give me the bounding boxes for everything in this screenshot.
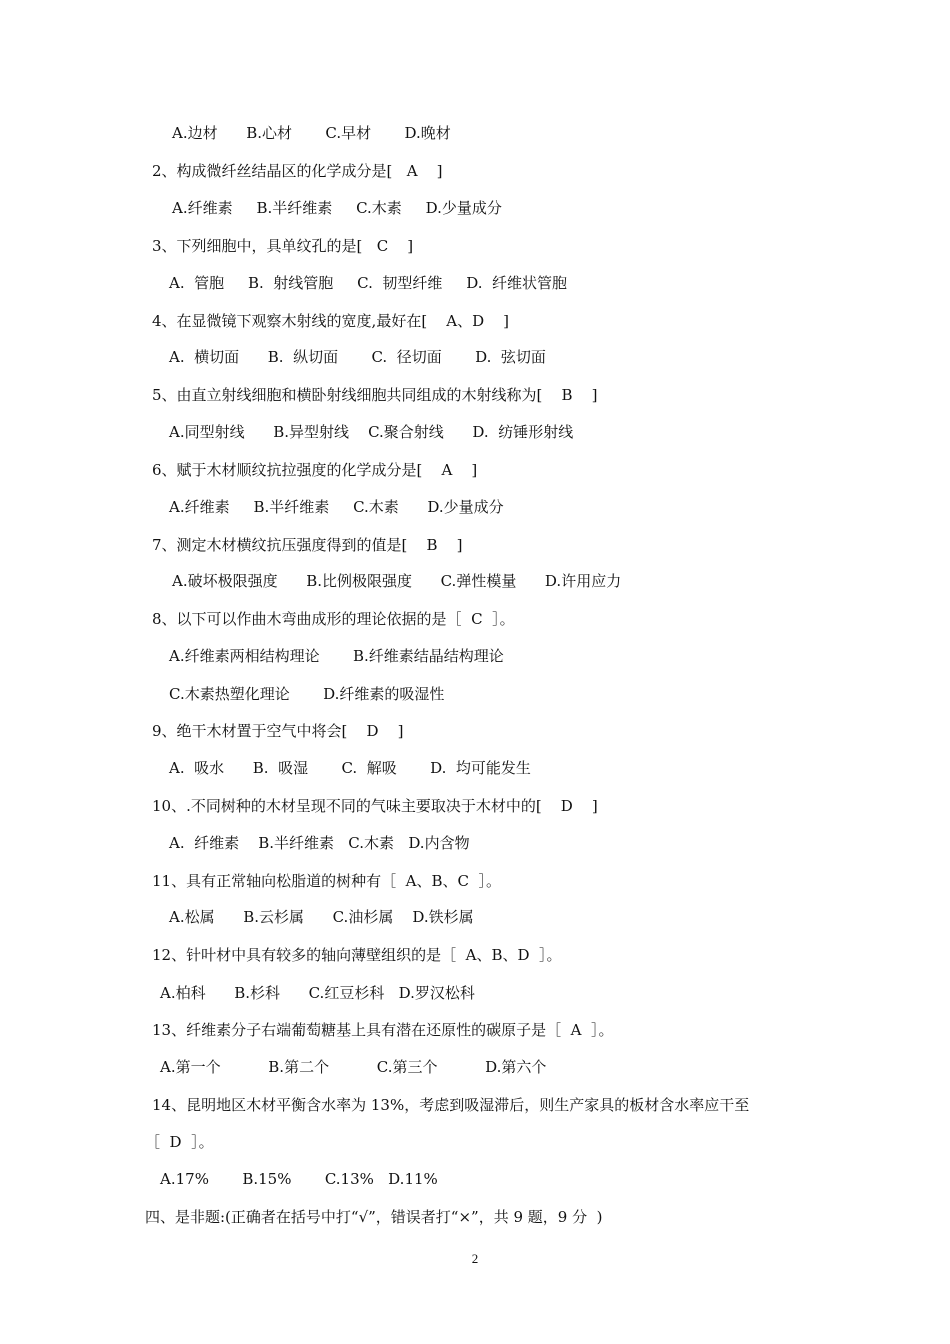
q12-question: 12、针叶材中具有较多的轴向薄壁组织的是［ A、B、D ］。 (152, 946, 562, 964)
section-four-heading: 四、是非题:(正确者在括号中打“√”，错误者打“×”，共 9 题，9 分 ) (145, 1208, 603, 1226)
q3-options: A. 管胞 B. 射线管胞 C. 韧型纤维 D. 纤维状管胞 (169, 274, 568, 292)
q4-question: 4、在显微镜下观察木射线的宽度,最好在[ A、D ] (152, 312, 510, 330)
q1-options: A.边材 B.心材 C.早材 D.晚材 (172, 124, 451, 142)
q2-options: A.纤维素 B.半纤维素 C.木素 D.少量成分 (172, 199, 502, 217)
q8-options-ab: A.纤维素两相结构理论 B.纤维素结晶结构理论 (169, 647, 504, 665)
q8-options-cd: C.木素热塑化理论 D.纤维素的吸湿性 (169, 685, 445, 703)
q8-question: 8、以下可以作曲木弯曲成形的理论依据的是［ C ］。 (152, 610, 515, 628)
q14-question: 14、昆明地区木材平衡含水率为 13%，考虑到吸湿滞后，则生产家具的板材含水率应干至 (152, 1096, 750, 1114)
q4-options: A. 横切面 B. 纵切面 C. 径切面 D. 弦切面 (169, 348, 546, 366)
q2-question: 2、构成微纤丝结晶区的化学成分是[ A ] (152, 162, 443, 180)
q11-question: 11、具有正常轴向松脂道的树种有［ A、B、C ］。 (152, 872, 501, 890)
q9-question: 9、绝干木材置于空气中将会[ D ] (152, 722, 404, 740)
q3-question: 3、下列细胞中，具单纹孔的是[ C ] (152, 237, 414, 255)
q13-question: 13、纤维素分子右端葡萄糖基上具有潜在还原性的碳原子是［ A ］。 (152, 1021, 614, 1039)
q7-question: 7、测定木材横纹抗压强度得到的值是[ B ] (152, 536, 463, 554)
q5-question: 5、由直立射线细胞和横卧射线细胞共同组成的木射线称为[ B ] (152, 386, 598, 404)
q14-answer: ［ D ］。 (145, 1133, 214, 1151)
q11-options: A.松属 B.云杉属 C.油杉属 D.铁杉属 (169, 908, 474, 926)
q12-options: A.柏科 B.杉科 C.红豆杉科 D.罗汉松科 (160, 984, 475, 1002)
page-number: 2 (471, 1251, 479, 1266)
q7-options: A.破坏极限强度 B.比例极限强度 C.弹性模量 D.许用应力 (172, 572, 622, 590)
q14-options: A.17% B.15% C.13% D.11% (160, 1170, 438, 1188)
q9-options: A. 吸水 B. 吸湿 C. 解吸 D. 均可能发生 (169, 759, 531, 777)
q5-options: A.同型射线 B.异型射线 C.聚合射线 D. 纺锤形射线 (169, 423, 574, 441)
q6-question: 6、赋于木材顺纹抗拉强度的化学成分是[ A ] (152, 461, 478, 479)
q10-question: 10、.不同树种的木材呈现不同的气味主要取决于木材中的[ D ] (152, 797, 598, 815)
q10-options: A. 纤维素 B.半纤维素 C.木素 D.内含物 (169, 834, 470, 852)
q13-options: A.第一个 B.第二个 C.第三个 D.第六个 (160, 1058, 547, 1076)
q6-options: A.纤维素 B.半纤维素 C.木素 D.少量成分 (169, 498, 504, 516)
